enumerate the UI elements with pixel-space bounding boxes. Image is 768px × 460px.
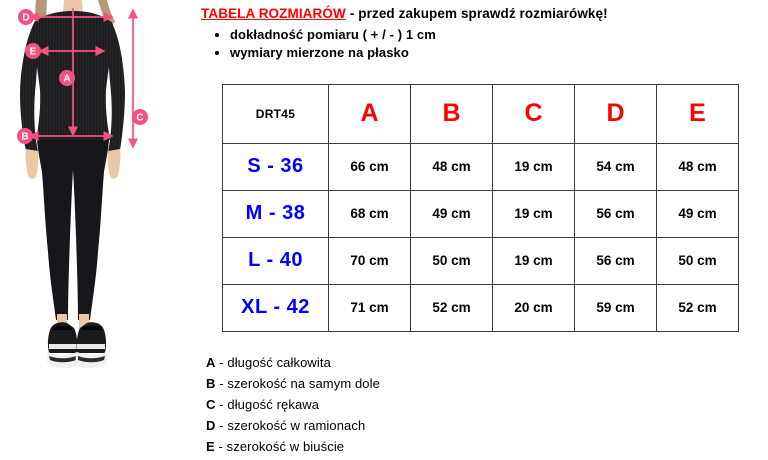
sneaker-right (76, 322, 108, 368)
table-row (223, 237, 739, 284)
marker-c-label: C (136, 112, 144, 124)
marker-b-label: B (21, 131, 29, 143)
value-cell: 50 cm (411, 237, 493, 284)
legend-item (206, 415, 380, 436)
legend-desc: szerokość na samym dole (227, 376, 380, 391)
column-header-b: B (411, 85, 493, 144)
measurement-legend (206, 352, 380, 457)
legend-desc: szerokość w biuście (226, 439, 345, 454)
value-cell: 71 cm (329, 284, 411, 331)
column-header-c: C (493, 85, 575, 144)
sweater-sleeve-right (106, 21, 125, 152)
size-label-cell: XL - 42 (223, 284, 329, 331)
table-header-row (223, 85, 739, 144)
legend-letter: C (206, 397, 216, 412)
legend-item (206, 436, 380, 457)
value-cell: 66 cm (329, 143, 411, 190)
legend-item (206, 352, 380, 373)
value-cell: 56 cm (575, 237, 657, 284)
value-cell: 19 cm (493, 190, 575, 237)
size-label-cell: M - 38 (223, 190, 329, 237)
legend-separator: - (214, 439, 227, 454)
header (201, 6, 766, 63)
value-cell: 19 cm (493, 237, 575, 284)
size-table (222, 84, 739, 332)
legend-desc: długość rękawa (227, 397, 320, 412)
table-row (223, 143, 739, 190)
page-subtitle: - przed zakupem sprawdź rozmiarówkę! (349, 6, 608, 21)
legend-letter: D (206, 418, 216, 433)
product-code-cell: DRT45 (223, 85, 329, 144)
column-header-d: D (575, 85, 657, 144)
marker-d-label: D (22, 12, 30, 24)
size-label-cell: L - 40 (223, 237, 329, 284)
value-cell: 49 cm (657, 190, 739, 237)
note-item: • wymiary mierzone na płasko (230, 45, 766, 60)
sneaker-left (47, 322, 79, 368)
legend-separator: - (215, 355, 228, 370)
value-cell: 54 cm (575, 143, 657, 190)
title-line (201, 6, 766, 21)
legend-separator: - (215, 376, 228, 391)
column-header-e: E (657, 85, 739, 144)
value-cell: 52 cm (411, 284, 493, 331)
value-cell: 56 cm (575, 190, 657, 237)
value-cell: 70 cm (329, 237, 411, 284)
note-item: • dokładność pomiaru ( + / - ) 1 cm (230, 27, 766, 42)
marker-e-label: E (29, 46, 37, 58)
value-cell: 68 cm (329, 190, 411, 237)
legend-desc: długość całkowita (227, 355, 331, 370)
value-cell: 49 cm (411, 190, 493, 237)
page-title: TABELA ROZMIARÓW (201, 6, 346, 21)
value-cell: 52 cm (657, 284, 739, 331)
legend-item (206, 394, 380, 415)
value-cell: 20 cm (493, 284, 575, 331)
notes-list (201, 27, 766, 60)
table-row (223, 284, 739, 331)
value-cell: 19 cm (493, 143, 575, 190)
table-row (223, 190, 739, 237)
model-photo (0, 0, 195, 460)
legend-desc: szerokość w ramionach (227, 418, 366, 433)
value-cell: 48 cm (411, 143, 493, 190)
value-cell: 59 cm (575, 284, 657, 331)
legend-separator: - (215, 397, 228, 412)
legend-letter: B (206, 376, 216, 391)
hand-left (26, 149, 39, 179)
size-label-cell: S - 36 (223, 143, 329, 190)
marker-a-label: A (63, 73, 71, 85)
value-cell: 48 cm (657, 143, 739, 190)
legend-letter: E (206, 439, 215, 454)
hand-right (108, 149, 121, 179)
leggings (37, 140, 109, 320)
legend-letter: A (206, 355, 216, 370)
legend-separator: - (215, 418, 228, 433)
legend-item (206, 373, 380, 394)
column-header-a: A (329, 85, 411, 144)
value-cell: 50 cm (657, 237, 739, 284)
